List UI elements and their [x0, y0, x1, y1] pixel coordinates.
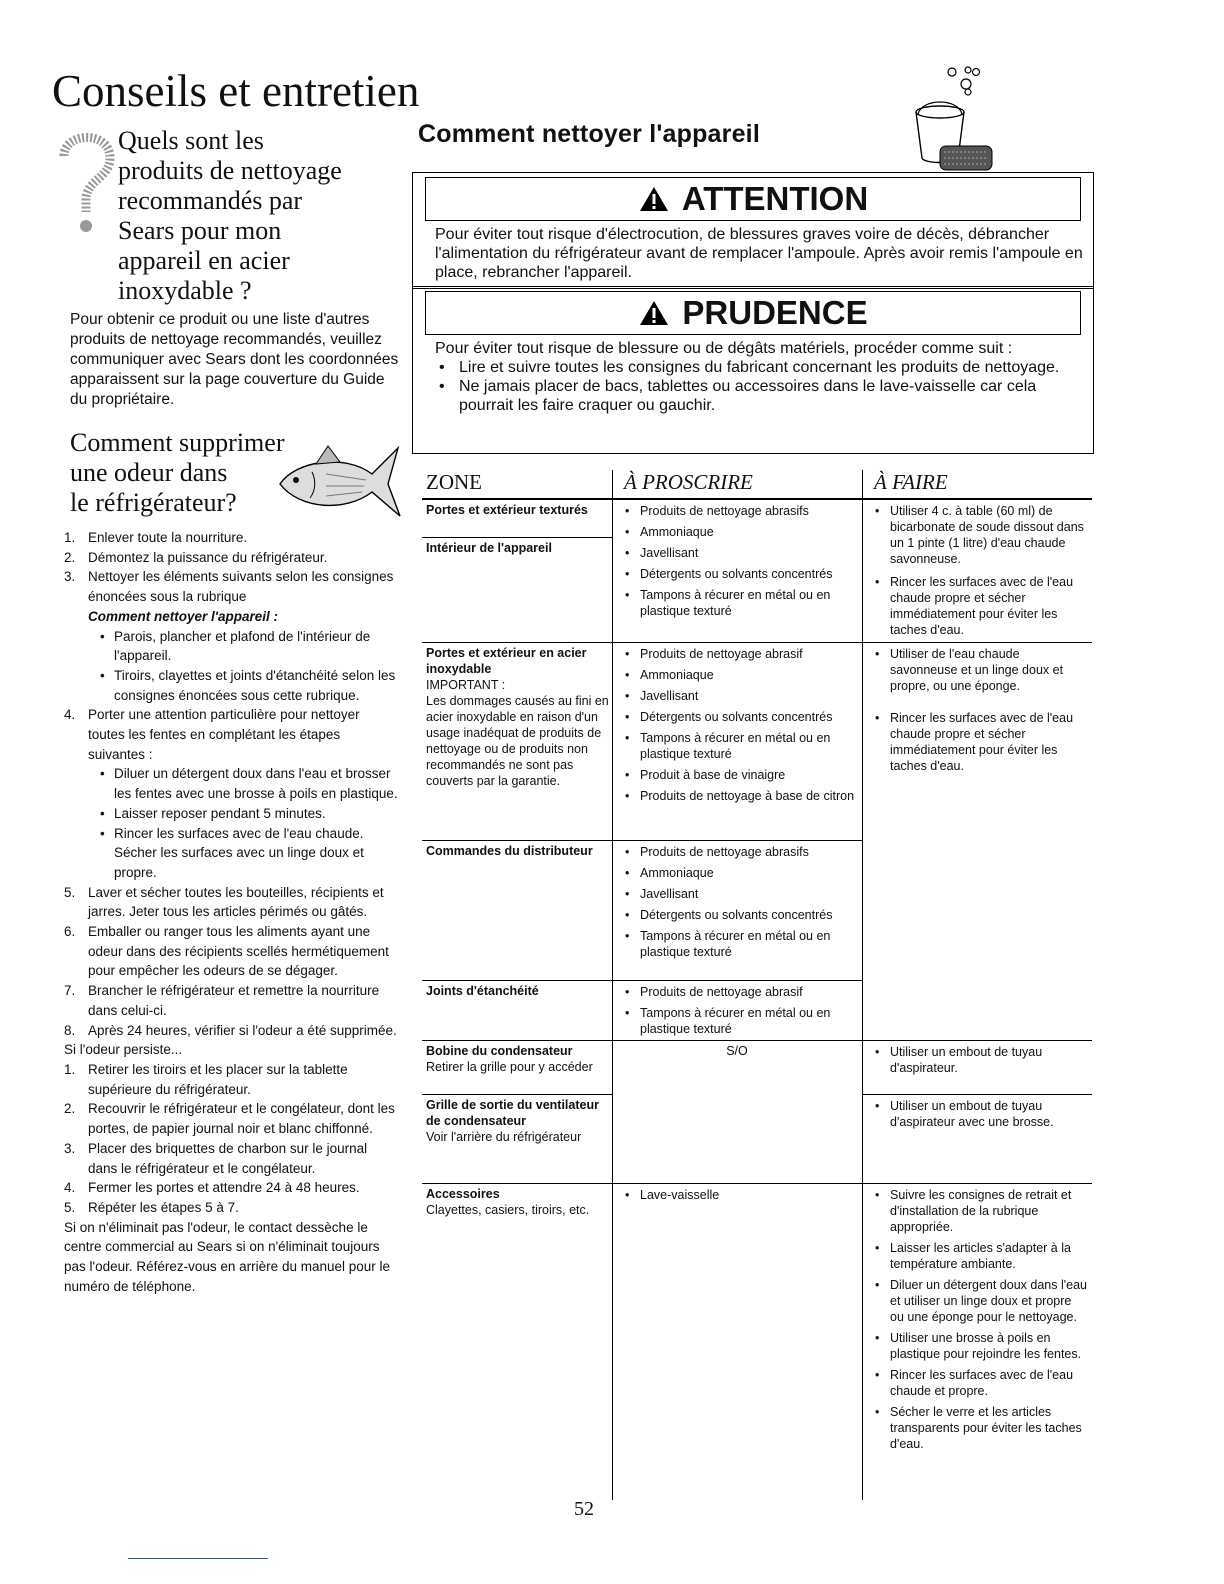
avoid-list — [624, 503, 856, 624]
zone-note: Les dommages causés au fini en acier inoxydable en raison d'un usage inadéquat de produits de nettoyage ou de produits non recommandés ne sont pas couverts par la garantie. — [426, 694, 609, 788]
question-heading-line: inoxydable ? — [118, 276, 252, 305]
odor-heading-line: Comment supprimer — [70, 428, 285, 457]
step-number: 5. — [64, 884, 76, 900]
not-applicable: S/O — [726, 1044, 748, 1058]
question-heading-line: Quels sont les — [118, 126, 264, 155]
row-rule — [422, 1183, 1092, 1184]
zone-name: Bobine du condensateur — [426, 1044, 573, 1058]
prudence-intro: Pour éviter tout risque de blessure ou de dégâts matériels, procéder comme suit : — [435, 340, 1013, 357]
list-item: • Ammoniaque — [624, 865, 856, 881]
list-item: • Ammoniaque — [624, 524, 856, 540]
step-text: Retirer les tiroirs et les placer sur la tablette supérieure du réfrigérateur. — [88, 1061, 348, 1097]
question-heading — [118, 126, 398, 306]
zone-name: Commandes du distributeur — [426, 844, 593, 858]
sub-list-item: • Rincer les surfaces avec de l'eau chaude. Sécher les surfaces avec un linge doux et propre. — [64, 824, 400, 883]
footer-rule — [128, 1558, 268, 1559]
do-list — [874, 1098, 1088, 1135]
row-rule — [422, 980, 862, 981]
sub-list-item: • Tiroirs, clayettes et joints d'étanchéité selon les consignes énoncées sous cette rubrique. — [64, 666, 400, 705]
prudence-text — [413, 335, 1093, 421]
sub-list-item: • Laisser reposer pendant 5 minutes. — [64, 804, 400, 824]
list-item — [64, 922, 400, 981]
list-item: • Produit à base de vinaigre — [624, 767, 856, 783]
row-rule — [422, 642, 1092, 643]
step-text: Emballer ou ranger tous les aliments ayant une odeur dans des récipients scellés hermétiquement pour empêcher les odeurs de se dégager. — [88, 924, 389, 979]
list-item: • Produits de nettoyage abrasif — [624, 646, 856, 662]
persists-label: Si l'odeur persiste... — [64, 1042, 183, 1058]
list-item: • Ammoniaque — [624, 667, 856, 683]
avoid-list — [624, 844, 856, 965]
step-number: 6. — [64, 924, 76, 940]
sub-list-item: • Diluer un détergent doux dans l'eau et brosser les fentes avec une brosse à poils en plastique. — [64, 764, 400, 803]
list-item — [64, 528, 400, 548]
step-number: 5. — [64, 1199, 76, 1215]
question-intro: Pour obtenir ce produit ou une liste d'autres produits de nettoyage recommandés, veuillez communiquer avec Sears dont les coordonnées apparaissent sur la page couverture du Guide du propriétaire. — [70, 311, 399, 408]
zone-cell — [426, 645, 610, 789]
zone-cell — [426, 983, 606, 999]
list-item: • Lire et suivre toutes les consignes du fabricant concernant les produits de nettoyage. — [435, 358, 1083, 377]
list-item — [64, 1099, 400, 1138]
zone-cell — [426, 1186, 606, 1218]
row-rule — [422, 1094, 612, 1095]
list-item — [64, 567, 400, 606]
zone-name: Joints d'étanchéité — [426, 984, 539, 998]
list-item — [64, 1060, 400, 1099]
do-list — [874, 646, 1088, 779]
do-list — [874, 503, 1088, 643]
row-rule — [422, 840, 862, 841]
question-heading-line: Sears pour mon — [118, 216, 282, 245]
step-text: Porter une attention particulière pour nettoyer toutes les fentes en complétant les étapes suivantes : — [88, 707, 360, 762]
list-item — [64, 1178, 400, 1198]
prudence-box — [412, 286, 1094, 454]
header-rule — [422, 498, 1092, 500]
list-item — [64, 1021, 400, 1041]
list-item — [64, 883, 400, 922]
question-heading-line: produits de nettoyage — [118, 156, 342, 185]
column-header-avoid: À PROSCRIRE — [624, 470, 753, 494]
zone-cell — [426, 1043, 606, 1075]
do-list — [874, 1187, 1088, 1457]
step-text: Recouvrir le réfrigérateur et le congélateur, dont les portes, de papier journal noir et blanc chiffonné. — [88, 1101, 395, 1137]
row-rule — [422, 1040, 1092, 1041]
step-text: Après 24 heures, vérifier si l'odeur a été supprimée. — [88, 1022, 397, 1038]
step-text: Répéter les étapes 5 à 7. — [88, 1199, 239, 1215]
zone-name: Accessoires — [426, 1187, 500, 1201]
avoid-list — [624, 646, 856, 809]
list-item: • Produits de nettoyage à base de citron — [624, 788, 856, 804]
row-rule — [862, 1094, 1092, 1095]
step-text: Fermer les portes et attendre 24 à 48 heures. — [88, 1180, 360, 1196]
prudence-label: PRUDENCE — [682, 294, 868, 331]
sub-list-item: • Parois, plancher et plafond de l'intérieur de l'appareil. — [64, 627, 400, 666]
list-item: • Javellisant — [624, 545, 856, 561]
list-item: • Détergents ou solvants concentrés — [624, 709, 856, 725]
list-item: • Détergents ou solvants concentrés — [624, 566, 856, 582]
list-item: • Produits de nettoyage abrasif — [624, 984, 856, 1000]
list-item: • Utiliser de l'eau chaude savonneuse et un linge doux et propre, ou une éponge. — [874, 646, 1088, 694]
step-text: Laver et sécher toutes les bouteilles, récipients et jarres. Jeter tous les articles périmés ou gâtés. — [88, 884, 384, 920]
list-item: • Tampons à récurer en métal ou en plastique texturé — [624, 730, 856, 762]
list-item: • Diluer un détergent doux dans l'eau et utiliser un linge doux et propre ou une éponge pour le nettoyage. — [874, 1277, 1088, 1325]
fish-icon — [276, 440, 404, 522]
list-item: • Tampons à récurer en métal ou en plastique texturé — [624, 587, 856, 619]
warning-icon — [638, 185, 670, 213]
step-text: Démontez la puissance du réfrigérateur. — [88, 549, 328, 565]
final-note: Si on n'éliminait pas l'odeur, le contact dessèche le centre commercial au Sears si on n'éliminait toujours pas l'odeur. Référez-vous en arrière du manuel pour le numéro de téléphone. — [64, 1219, 391, 1294]
prudence-list — [435, 358, 1083, 415]
attention-label: ATTENTION — [681, 180, 869, 217]
step-number: 1. — [64, 1061, 76, 1077]
zone-name: Portes et extérieur texturés — [426, 503, 588, 517]
list-item: • Utiliser une brosse à poils en plastique pour rejoindre les fentes. — [874, 1330, 1088, 1362]
zone-note: Clayettes, casiers, tiroirs, etc. — [426, 1203, 590, 1217]
step-number: 3. — [64, 1140, 76, 1156]
column-rule — [612, 470, 613, 1500]
zone-note: Retirer la grille pour y accéder — [426, 1060, 593, 1074]
page-number: 52 — [574, 1498, 594, 1520]
question-heading-line: recommandés par — [118, 186, 303, 215]
do-list — [874, 1044, 1088, 1081]
bucket-icon — [910, 92, 996, 174]
list-item — [64, 981, 400, 1020]
step-number: 4. — [64, 1180, 76, 1196]
list-item: • Rincer les surfaces avec de l'eau chaude et propre. — [874, 1367, 1088, 1399]
step-number: 3. — [64, 569, 76, 585]
step-text: Nettoyer les éléments suivants selon les consignes énoncées sous la rubrique — [88, 569, 394, 605]
list-item: • Produits de nettoyage abrasifs — [624, 503, 856, 519]
column-rule — [862, 470, 863, 1500]
list-item: • Ne jamais placer de bacs, tablettes ou accessoires dans le lave-vaisselle car cela pourrait les faire craquer ou gauchir. — [435, 377, 1083, 415]
list-item: • Produits de nettoyage abrasifs — [624, 844, 856, 860]
list-item: • Laisser les articles s'adapter à la température ambiante. — [874, 1240, 1088, 1272]
list-item: • Détergents ou solvants concentrés — [624, 907, 856, 923]
question-heading-line: appareil en acier — [118, 246, 290, 275]
zone-cell — [426, 502, 606, 518]
attention-text: Pour éviter tout risque d'électrocution, de blessures graves voire de décès, débrancher l'alimentation du réfrigérateur avant de remplacer l'ampoule. Après avoir remis l'ampoule en place, rebrancher l'appareil. — [435, 226, 1083, 281]
zone-name: Grille de sortie du ventilateur de condensateur — [426, 1098, 599, 1128]
prudence-header — [425, 291, 1081, 335]
avoid-list — [624, 984, 856, 1042]
list-item: • Tampons à récurer en métal ou en plastique texturé — [624, 1005, 856, 1037]
zone-cell — [426, 1097, 606, 1145]
column-header-zone: ZONE — [426, 470, 482, 494]
step-number: 4. — [64, 707, 76, 723]
odor-heading-line: le réfrigérateur? — [70, 488, 237, 517]
list-item: • Javellisant — [624, 886, 856, 902]
list-item: • Rincer les surfaces avec de l'eau chaude propre et sécher immédiatement pour éviter les taches d'eau. — [874, 710, 1088, 774]
column-header-do: À FAIRE — [874, 470, 948, 494]
list-item: • Utiliser un embout de tuyau d'aspirateur avec une brosse. — [874, 1098, 1088, 1130]
step-number: 8. — [64, 1022, 76, 1038]
zone-cell — [426, 540, 606, 556]
important-label: IMPORTANT : — [426, 678, 506, 692]
list-item: • Tampons à récurer en métal ou en plastique texturé — [624, 928, 856, 960]
list-item: • Suivre les consignes de retrait et d'installation de la rubrique appropriée. — [874, 1187, 1088, 1235]
list-item: • Javellisant — [624, 688, 856, 704]
attention-header — [425, 177, 1081, 221]
list-item: • Lave-vaisselle — [624, 1187, 856, 1203]
list-item — [64, 1139, 400, 1178]
warning-icon — [638, 299, 670, 327]
step-number: 2. — [64, 549, 76, 565]
list-item — [64, 548, 400, 568]
list-item: • Utiliser 4 c. à table (60 ml) de bicarbonate de soude dissout dans un 1 pinte (1 litre) d'eau chaude savonneuse. — [874, 503, 1088, 567]
step-text: Brancher le réfrigérateur et remettre la nourriture dans celui-ci. — [88, 983, 380, 1018]
list-item — [64, 705, 400, 764]
odor-steps — [64, 528, 400, 1296]
odor-heading-line: une odeur dans — [70, 458, 228, 487]
avoid-list — [624, 1187, 856, 1208]
clean-heading: Comment nettoyer l'appareil — [418, 120, 760, 148]
page-title: Conseils et entretien — [52, 66, 420, 116]
zone-name: Portes et extérieur en acier inoxydable — [426, 646, 587, 676]
zone-name: Intérieur de l'appareil — [426, 541, 552, 555]
section-reference: Comment nettoyer l'appareil : — [88, 608, 278, 624]
list-item — [64, 1198, 400, 1218]
attention-box — [412, 172, 1094, 289]
list-item: • Utiliser un embout de tuyau d'aspirateur. — [874, 1044, 1088, 1076]
step-text: Placer des briquettes de charbon sur le journal dans le réfrigérateur et le congélateur. — [88, 1140, 368, 1176]
zone-note: Voir l'arrière du réfrigérateur — [426, 1130, 582, 1144]
question-mark-icon — [58, 126, 116, 236]
step-number: 1. — [64, 530, 76, 545]
row-rule — [422, 537, 612, 538]
step-text: Enlever toute la nourriture. — [88, 530, 248, 545]
zone-cell — [426, 843, 606, 859]
step-number: 2. — [64, 1101, 76, 1117]
list-item: • Sécher le verre et les articles transparents pour éviter les taches d'eau. — [874, 1404, 1088, 1452]
list-item: • Rincer les surfaces avec de l'eau chaude propre et sécher immédiatement pour éviter les taches d'eau. — [874, 574, 1088, 638]
step-number: 7. — [64, 983, 76, 999]
